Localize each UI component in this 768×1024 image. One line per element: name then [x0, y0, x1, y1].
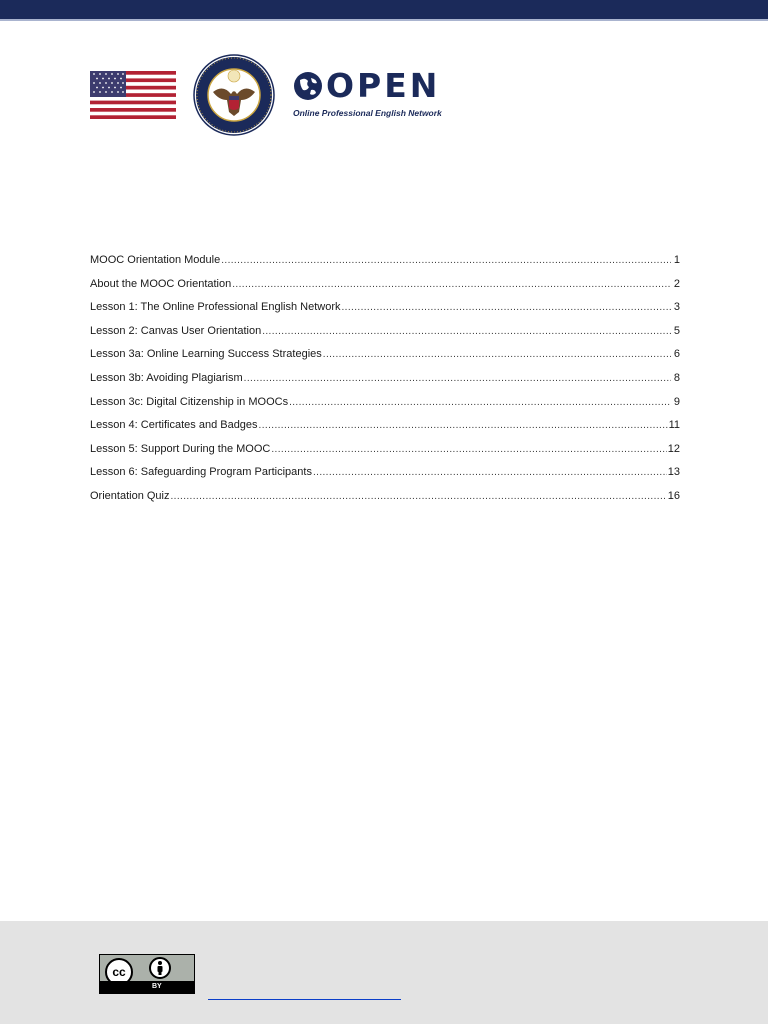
license-link[interactable]	[208, 999, 401, 1000]
table-of-contents	[90, 252, 680, 512]
toc-entry-title: Lesson 3a: Online Learning Success Strategies	[90, 348, 322, 361]
us-flag-icon	[90, 71, 176, 119]
attribution-person-icon	[149, 957, 171, 979]
toc-entry-title: Lesson 3b: Avoiding Plagiarism	[90, 371, 243, 384]
toc-entry[interactable]	[90, 276, 680, 300]
toc-entry[interactable]	[90, 464, 680, 488]
toc-entry[interactable]	[90, 346, 680, 370]
toc-leader-dots	[342, 300, 672, 316]
toc-leader-dots	[262, 324, 671, 340]
toc-entry[interactable]	[90, 299, 680, 323]
toc-leader-dots	[170, 489, 666, 505]
toc-entry-page: 13	[667, 466, 680, 479]
toc-entry-page: 11	[668, 419, 680, 432]
toc-entry[interactable]	[90, 370, 680, 394]
open-network-logo	[292, 66, 442, 122]
toc-leader-dots	[232, 277, 671, 293]
toc-entry-page: 12	[667, 442, 680, 455]
toc-entry-page: 9	[673, 395, 680, 408]
toc-entry-title: Lesson 5: Support During the MOOC	[90, 442, 271, 455]
toc-entry[interactable]	[90, 394, 680, 418]
cc-by-label: BY	[152, 983, 162, 990]
toc-leader-dots	[271, 442, 666, 458]
open-logo-subtitle: Online Professional English Network	[293, 108, 442, 118]
toc-entry[interactable]	[90, 441, 680, 465]
toc-entry-title: Orientation Quiz	[90, 489, 170, 502]
toc-entry[interactable]	[90, 323, 680, 347]
toc-entry-title: Lesson 3c: Digital Citizenship in MOOCs	[90, 395, 289, 408]
toc-entry[interactable]	[90, 417, 680, 441]
toc-entry-page: 3	[673, 301, 680, 314]
toc-entry-page: 2	[673, 277, 680, 290]
toc-entry[interactable]	[90, 488, 680, 512]
creative-commons-icon: cc	[105, 958, 133, 986]
toc-entry-page: 6	[673, 348, 680, 361]
cc-by-license-badge[interactable]	[99, 954, 195, 994]
toc-leader-dots	[289, 395, 671, 411]
toc-entry-page: 5	[673, 324, 680, 337]
toc-entry-title: Lesson 6: Safeguarding Program Participants	[90, 466, 312, 479]
cc-badge-bottom-strip	[100, 981, 194, 993]
toc-entry-title: Lesson 4: Certificates and Badges	[90, 419, 258, 432]
page-footer	[0, 921, 768, 1024]
globe-icon	[293, 71, 323, 101]
toc-entry-page: 1	[673, 254, 680, 266]
toc-entry-title: Lesson 2: Canvas User Orientation	[90, 324, 262, 337]
toc-leader-dots	[221, 253, 671, 269]
toc-entry-title: About the MOOC Orientation	[90, 277, 232, 290]
toc-entry-page: 8	[673, 371, 680, 384]
toc-leader-dots	[259, 418, 668, 434]
toc-leader-dots	[323, 347, 671, 363]
toc-entry-page: 16	[667, 489, 680, 502]
toc-entry-title: Lesson 1: The Online Professional English Network	[90, 301, 341, 314]
toc-leader-dots	[244, 371, 671, 387]
header-logos	[0, 0, 768, 150]
toc-entry-title: MOOC Orientation Module	[90, 254, 221, 266]
toc-entry[interactable]	[90, 252, 680, 276]
open-logo-wordmark: OPEN	[326, 66, 441, 105]
toc-leader-dots	[313, 465, 667, 481]
state-department-seal-icon	[193, 54, 275, 136]
